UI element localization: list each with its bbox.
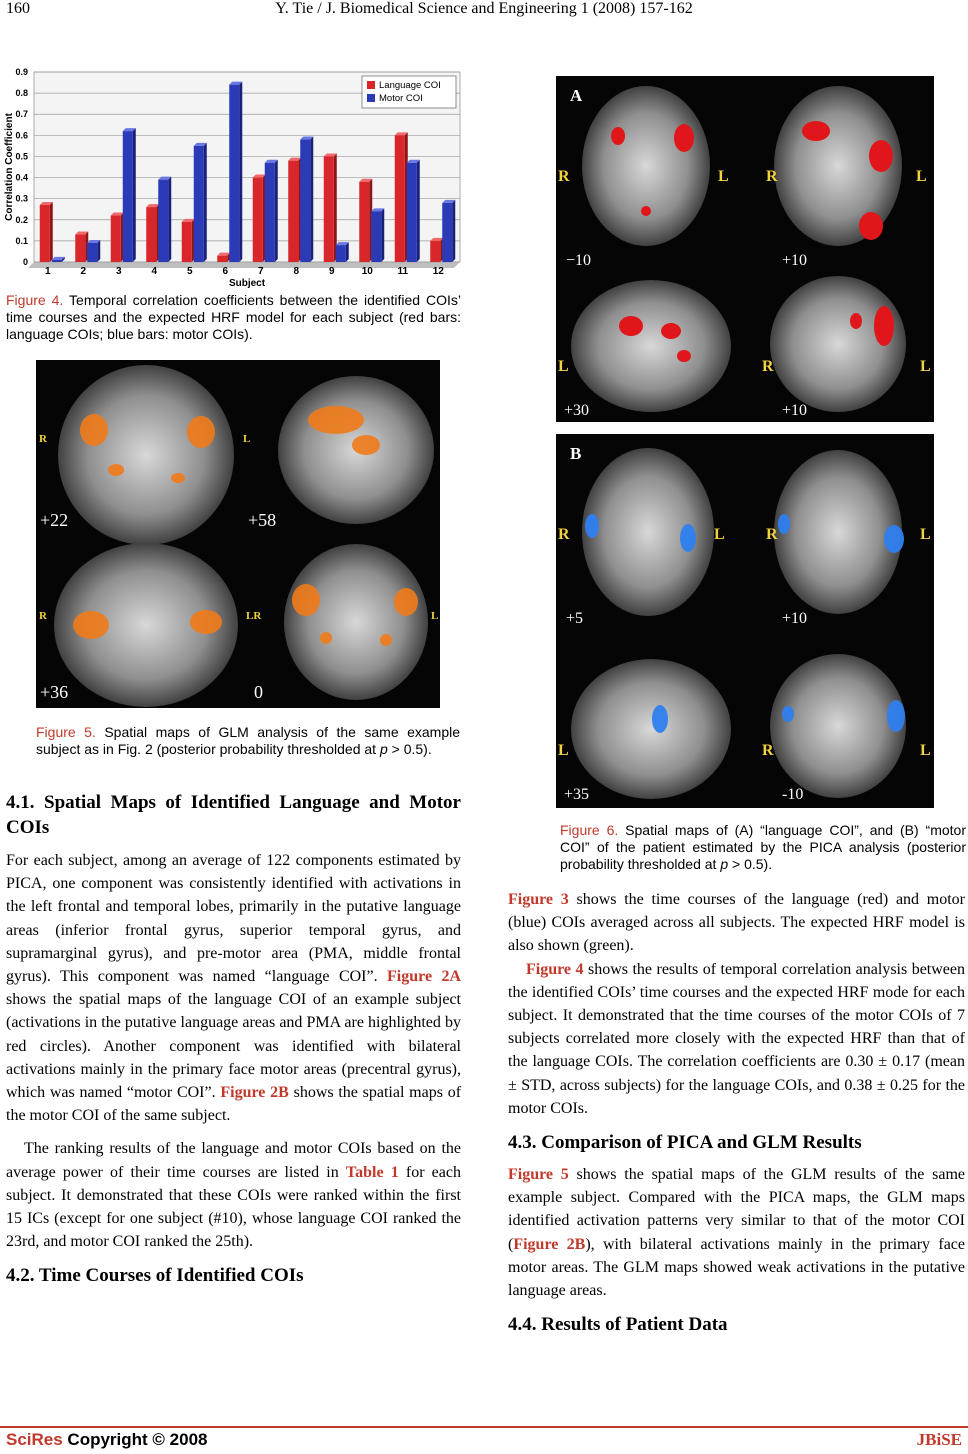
y-tick-label: 0 <box>22 257 28 267</box>
bar-motor-8 <box>300 140 310 262</box>
sciresp-brand: SciRes <box>6 1430 63 1449</box>
x-tick-label: 12 <box>432 266 444 277</box>
bar-side <box>310 137 313 262</box>
fig6a-l-4: L <box>920 358 931 375</box>
bar-motor-7 <box>265 163 275 262</box>
fig6a-slice-2: +10 <box>782 252 808 269</box>
fig6b-slice-4: -10 <box>782 786 804 803</box>
bar-side <box>133 128 136 262</box>
figure-4-chart <box>0 60 468 292</box>
figure-5-link[interactable]: Figure 5 <box>508 1166 569 1184</box>
paragraph-figure-5 <box>508 1163 965 1302</box>
bar-motor-6 <box>229 85 239 262</box>
fig6a-slice-3: +30 <box>564 402 590 419</box>
bar-side <box>381 208 384 262</box>
section-4-2-title: 4.2. Time Courses of Identified COIs <box>6 1265 304 1287</box>
x-tick-label: 2 <box>80 266 87 277</box>
bar-motor-10 <box>371 211 381 262</box>
bar-side <box>346 242 349 262</box>
figure-5-caption-tail: > 0.5). <box>387 741 432 757</box>
text-run: For each subject, among an average of 122 components estimated by PICA, one component was consistently identified with activations in the left frontal and temporal lobes, primarily in the putative language areas (inferior frontal gyrus, superior temporal gyrus, and supramarginal gyrus), and pre-motor area (PMA, middle frontal gyrus). This component was named “language COI”. <box>6 852 461 986</box>
x-tick-label: 3 <box>115 266 122 277</box>
section-4-3-title: 4.3. Comparison of PICA and GLM Results <box>508 1132 862 1154</box>
figure-2b-link[interactable]: Figure 2B <box>220 1084 289 1102</box>
legend-entry: Language COI <box>379 80 441 91</box>
fig5-l2-label: L <box>431 610 439 622</box>
bar-language-7 <box>253 178 263 262</box>
fig6b-slice-1: +5 <box>566 610 584 627</box>
bar-motor-12 <box>442 203 452 262</box>
fig6a-r-2: R <box>766 168 778 185</box>
x-tick-label: 1 <box>44 266 51 277</box>
bar-side <box>97 240 100 262</box>
figure-4-caption <box>6 292 461 343</box>
bar-motor-4 <box>158 180 168 262</box>
bar-side <box>452 200 455 262</box>
bar-language-10 <box>359 182 369 262</box>
figure-6-label: Figure 6. <box>560 822 619 838</box>
fig6a-r-3: R <box>762 358 774 375</box>
fig6b-l-2: L <box>920 526 931 543</box>
figure-5-caption-text: Spatial maps of GLM analysis of the same example subject as in Fig. 2 (posterior probability thresholded at <box>36 724 461 757</box>
figure-6-caption-p: p <box>720 856 729 872</box>
paragraph-figure-3 <box>508 888 965 958</box>
figure-2b-link[interactable]: Figure 2B <box>513 1235 586 1253</box>
fig6b-l-4: L <box>920 742 931 759</box>
right-column-text <box>508 888 965 1337</box>
bar-language-2 <box>75 235 85 262</box>
fig5-slice-b: +58 <box>248 510 277 530</box>
x-tick-label: 9 <box>328 266 335 277</box>
text-run: shows the results of temporal correlation analysis between the identified COIs’ time courses and the expected HRF mode for each subject. It demonstrated that the time courses of the motor COIs of 7 subjects correlated more closely with the expected HRF than that of the language COIs. The correlation coefficients are 0.30 ± 0.17 (mean ± STD, across subjects) for the language COIs, and 0.38 ± 0.25 for the motor COIs. <box>508 960 966 1117</box>
bar-language-4 <box>146 207 156 262</box>
y-tick-label: 0.3 <box>15 193 28 204</box>
y-tick-label: 0.9 <box>15 67 28 77</box>
section-4-1-paragraph-2 <box>6 1137 461 1253</box>
legend-entry: Motor COI <box>379 93 423 104</box>
text-run: shows the spatial maps of the GLM results of the same example subject. Compared with the PICA maps, the GLM maps identified activation patterns very similar to that of the motor COI ( <box>508 1166 966 1253</box>
legend-swatch <box>367 94 375 102</box>
bar-language-6 <box>217 256 227 262</box>
x-axis-label: Subject <box>228 278 266 289</box>
figure-6-caption-tail: > 0.5). <box>728 856 773 872</box>
bar-language-3 <box>111 216 121 262</box>
x-tick-label: 6 <box>222 266 229 277</box>
bar-side <box>204 143 207 262</box>
fig5-slice-d: 0 <box>254 682 263 702</box>
fig6a-l-1: L <box>718 168 729 185</box>
footer-copyright <box>6 1430 208 1450</box>
text-run: shows the time courses of the language (red) and motor (blue) COIs averaged across all subjects. The expected HRF model is also shown (green). <box>508 891 966 955</box>
figure-6-caption-text: Spatial maps of (A) “language COI”, and (B) “motor COI” of the patient estimated by the PICA analysis (posterior probability thresholded at <box>560 822 966 872</box>
figure-4-label: Figure 4. <box>6 292 64 308</box>
bar-motor-5 <box>194 146 204 262</box>
figure-5-caption-p: p <box>379 741 388 757</box>
figure-6a-image <box>556 76 934 422</box>
bar-motor-9 <box>336 245 346 262</box>
text-run: for each subject. It demonstrated that these COIs were ranked within the first 15 ICs (except for one subject (#10), whose language COI ranked the 23rd, and motor COI ranked the 25th). <box>6 1163 461 1251</box>
figure-2a-link[interactable]: Figure 2A <box>387 968 462 986</box>
fig6b-l-1: L <box>714 526 725 543</box>
paragraph-figure-4 <box>508 958 965 1120</box>
bar-side <box>275 160 278 262</box>
figure-5-caption <box>36 724 460 758</box>
fig5-l1-label: L <box>243 433 251 445</box>
y-tick-label: 0.6 <box>15 130 28 141</box>
bar-side <box>50 202 53 262</box>
fig5-r1-label: R <box>39 433 47 445</box>
bar-motor-3 <box>123 131 133 262</box>
x-tick-label: 4 <box>151 266 158 277</box>
y-tick-label: 0.1 <box>15 235 28 246</box>
text-run: shows the spatial maps of the language COI of an example subject (activations in the putative language areas and PMA are highlighted by red circles). Another component was identified with bilateral activations mainly in the primary face motor areas (precentral gyrus), which was named “motor COI”. <box>6 991 461 1102</box>
footer-rule <box>0 1426 968 1428</box>
section-4-1-title: 4.1. Spatial Maps of Identified Language and Motor COIs <box>6 792 461 838</box>
figure-5-image <box>36 360 440 708</box>
fig6b-r-2: R <box>766 526 778 543</box>
x-tick-label: 11 <box>397 266 409 277</box>
section-4-1-paragraph-1 <box>6 849 461 1127</box>
y-tick-label: 0.2 <box>15 214 28 225</box>
bar-language-8 <box>288 161 298 262</box>
fig6b-letter: B <box>570 444 582 463</box>
left-column-text <box>6 790 461 1288</box>
section-4-4-title: 4.4. Results of Patient Data <box>508 1314 728 1336</box>
bar-motor-1 <box>52 260 62 262</box>
fig6b-l-3: L <box>558 742 569 759</box>
text-run: shows the spatial maps of the motor COI of the same subject. <box>6 1084 462 1125</box>
text-run: ), with bilateral activations mainly in the primary face motor areas. The GLM maps showed weak activations in the putative language areas. <box>508 1235 965 1300</box>
table-1-link[interactable]: Table 1 <box>345 1163 399 1181</box>
bar-side <box>239 82 242 262</box>
fig6a-letter: A <box>570 86 583 105</box>
y-tick-label: 0.4 <box>15 172 28 183</box>
y-tick-label: 0.5 <box>15 151 28 162</box>
fig6b-slice-2: +10 <box>782 610 808 627</box>
fig6b-r-1: R <box>558 526 570 543</box>
fig6b-slice-3: +35 <box>564 786 590 803</box>
figure-4-caption-text: Temporal correlation coefficients between the identified COIs’ time courses and the expected HRF model for each subject (red bars: language COIs; blue bars: motor COIs). <box>6 292 461 342</box>
bar-language-9 <box>324 156 334 262</box>
x-tick-label: 10 <box>361 266 373 277</box>
fig5-slice-c: +36 <box>40 682 69 702</box>
bar-side <box>168 177 171 262</box>
fig6a-slice-1: −10 <box>566 252 592 269</box>
running-title: Y. Tie / J. Biomedical Science and Engineering 1 (2008) 157-162 <box>275 0 693 17</box>
page-number: 160 <box>6 0 30 17</box>
fig5-slice-a: +22 <box>40 510 69 530</box>
figure-5-label: Figure 5. <box>36 724 96 740</box>
legend-swatch <box>367 81 375 89</box>
journal-abbrev: JBiSE <box>916 1430 962 1449</box>
x-tick-label: 7 <box>257 266 264 277</box>
fig6a-l-3: L <box>558 358 569 375</box>
fig5-r2-label: R <box>39 610 47 622</box>
figure-6b-image <box>556 434 934 808</box>
figure-4-link[interactable]: Figure 4 <box>526 960 584 978</box>
y-axis-label: Correlation Coefficient <box>4 113 15 221</box>
bar-language-12 <box>430 241 440 262</box>
running-header <box>0 0 968 22</box>
y-tick-label: 0.7 <box>15 109 28 120</box>
chart-floor <box>28 262 460 268</box>
bar-motor-11 <box>407 163 417 262</box>
bar-motor-2 <box>87 243 97 262</box>
x-tick-label: 8 <box>293 266 300 277</box>
bar-language-1 <box>40 205 50 262</box>
x-tick-label: 5 <box>186 266 193 277</box>
copyright-text: Copyright © 2008 <box>62 1430 208 1449</box>
fig6a-l-2: L <box>916 168 927 185</box>
bar-language-5 <box>182 222 192 262</box>
text-run: The ranking results of the language and motor COIs based on the average power of their time courses are listed in <box>6 1140 461 1181</box>
bar-side <box>417 160 420 262</box>
figure-3-link[interactable]: Figure 3 <box>508 891 569 908</box>
fig6a-slice-4: +10 <box>782 402 808 419</box>
bar-language-11 <box>395 135 405 262</box>
y-tick-label: 0.8 <box>15 88 28 99</box>
fig6b-r-3: R <box>762 742 774 759</box>
fig6a-r-1: R <box>558 168 570 185</box>
figure-6-caption <box>560 822 966 873</box>
fig5-lr-label: LR <box>246 610 262 622</box>
page-footer <box>0 1430 968 1454</box>
